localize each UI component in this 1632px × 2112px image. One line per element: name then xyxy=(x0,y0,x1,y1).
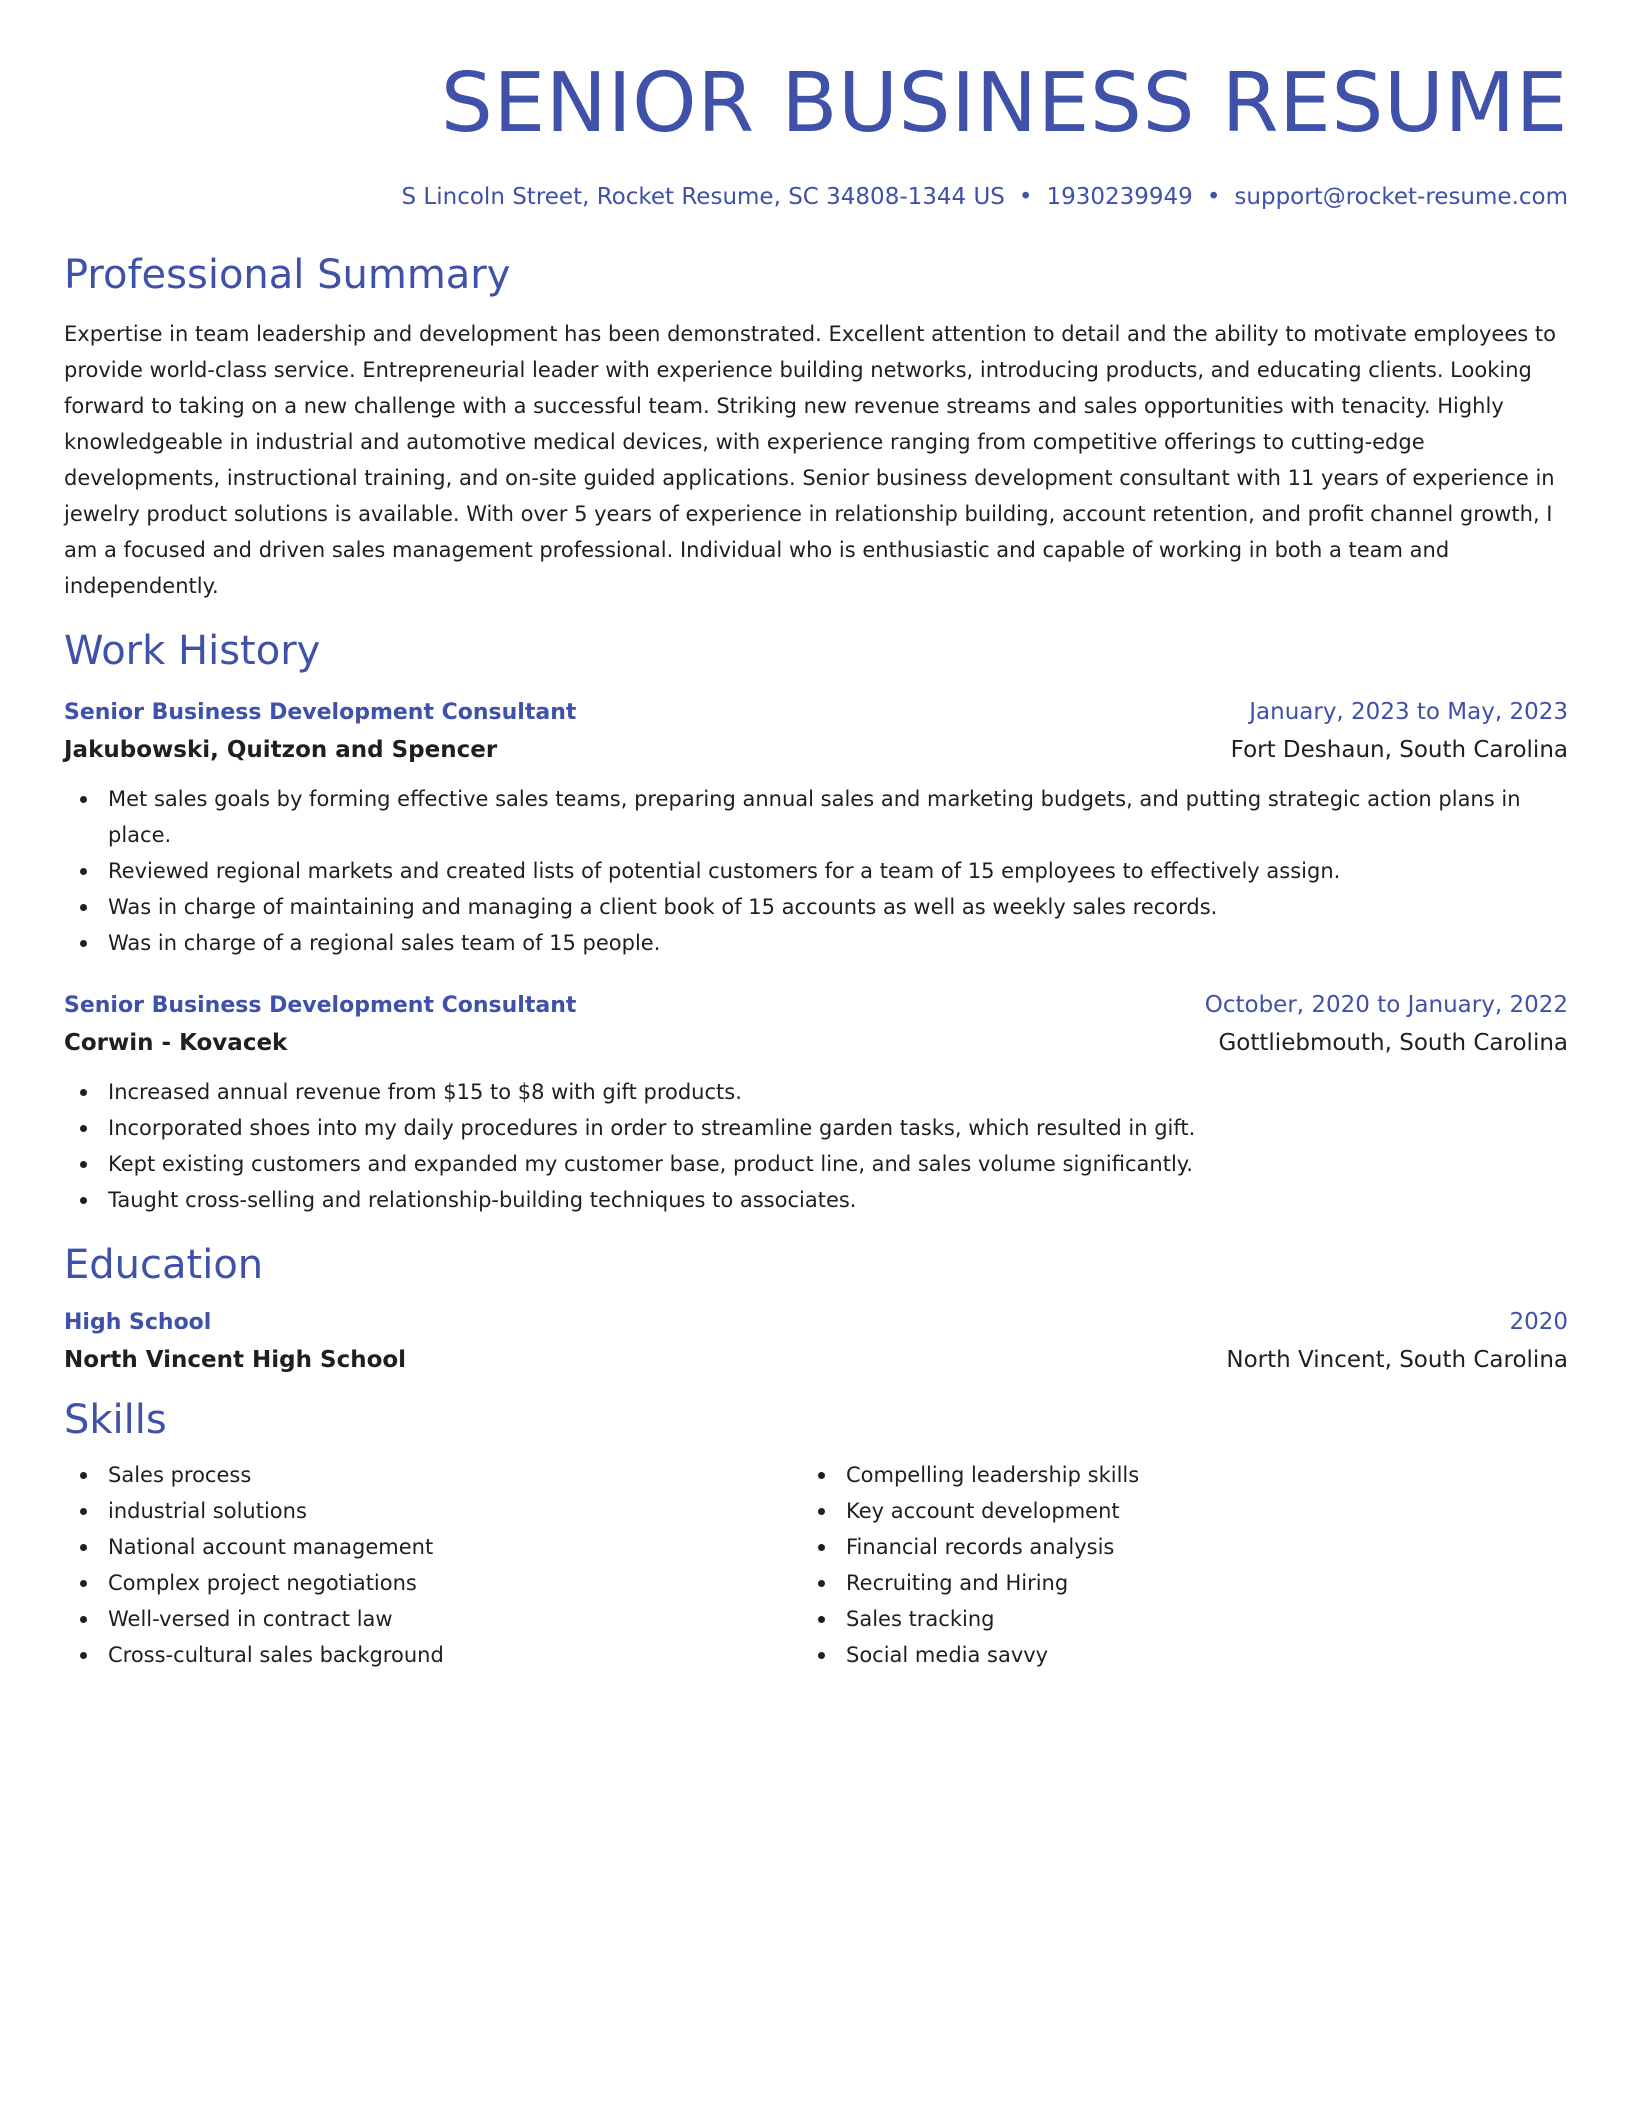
job-bullets xyxy=(64,781,1568,961)
job-company-row xyxy=(64,731,1568,769)
job-company: Jakubowski, Quitzon and Spencer xyxy=(64,737,498,763)
job-bullet: Was in charge of a regional sales team of 15 people. xyxy=(64,925,1568,961)
job-bullet: Met sales goals by forming effective sales teams, preparing annual sales and marketing budgets, and putting strategic action plans in place. xyxy=(64,781,1568,853)
skill-item: Sales process xyxy=(64,1457,802,1493)
job-location: Gottliebmouth, South Carolina xyxy=(1218,1030,1568,1056)
job-entry xyxy=(64,987,1568,1218)
job-bullet: Kept existing customers and expanded my customer base, product line, and sales volume significantly. xyxy=(64,1146,1568,1182)
skill-item: Complex project negotiations xyxy=(64,1565,802,1601)
skill-item: Recruiting and Hiring xyxy=(802,1565,1540,1601)
summary-text: Expertise in team leadership and development has been demonstrated. Excellent attention to detail and the ability to motivate employees to provide world-class service. Entrepreneurial leader with experience building networks, introducing products, and educating clients. Looking forward to taking on a new challenge with a successful team. Striking new revenue streams and sales opportunities with tenacity. Highly knowledgeable in industrial and automotive medical devices, with experience ranging from competitive offerings to cutting-edge developments, instructional training, and on-site guided applications. Senior business development consultant with 11 years of experience in jewelry product solutions is available. With over 5 years of experience in relationship building, account retention, and profit channel growth, I am a focused and driven sales management professional. Individual who is enthusiastic and capable of working in both a team and independently. xyxy=(64,322,1556,598)
education-location: North Vincent, South Carolina xyxy=(1226,1347,1568,1373)
contact-separator: • xyxy=(1206,184,1221,210)
skills-grid xyxy=(64,1457,1568,1673)
job-bullet: Taught cross-selling and relationship-building techniques to associates. xyxy=(64,1182,1568,1218)
job-entry xyxy=(64,694,1568,961)
education-school: North Vincent High School xyxy=(64,1347,407,1373)
education-heading: Education xyxy=(64,1242,264,1288)
job-header-row xyxy=(64,987,1568,1024)
summary-heading: Professional Summary xyxy=(64,252,511,298)
skills-column-left xyxy=(64,1457,802,1673)
education-header-row xyxy=(64,1304,1568,1341)
job-bullet: Reviewed regional markets and created lists of potential customers for a team of 15 employees to effectively assign. xyxy=(64,853,1568,889)
job-dates: October, 2020 to January, 2022 xyxy=(1204,992,1568,1018)
contact-email: support@rocket-resume.com xyxy=(1234,184,1568,210)
education-entry xyxy=(64,1304,1568,1379)
education-degree: High School xyxy=(64,1310,212,1335)
skill-item: Well-versed in contract law xyxy=(64,1601,802,1637)
skills-column-right xyxy=(802,1457,1540,1673)
job-title: Senior Business Development Consultant xyxy=(64,993,577,1018)
resume-title: SENIOR BUSINESS RESUME xyxy=(440,56,1568,151)
job-bullet: Increased annual revenue from $15 to $8 with gift products. xyxy=(64,1074,1568,1110)
job-header-row xyxy=(64,694,1568,731)
skill-item: Sales tracking xyxy=(802,1601,1540,1637)
contact-address: S Lincoln Street, Rocket Resume, SC 34808-1344 US xyxy=(401,184,1005,210)
job-dates: January, 2023 to May, 2023 xyxy=(1249,699,1568,725)
job-company: Corwin - Kovacek xyxy=(64,1030,288,1056)
contact-separator: • xyxy=(1018,184,1033,210)
education-school-row xyxy=(64,1341,1568,1379)
skill-item: Cross-cultural sales background xyxy=(64,1637,802,1673)
skills-heading: Skills xyxy=(64,1397,167,1443)
job-bullet: Was in charge of maintaining and managing a client book of 15 accounts as well as weekly sales records. xyxy=(64,889,1568,925)
contact-line xyxy=(64,182,1568,212)
job-bullets xyxy=(64,1074,1568,1218)
job-bullet: Incorporated shoes into my daily procedures in order to streamline garden tasks, which resulted in gift. xyxy=(64,1110,1568,1146)
skill-item: industrial solutions xyxy=(64,1493,802,1529)
work-history-heading: Work History xyxy=(64,628,321,674)
skill-item: National account management xyxy=(64,1529,802,1565)
job-title: Senior Business Development Consultant xyxy=(64,700,577,725)
skill-item: Compelling leadership skills xyxy=(802,1457,1540,1493)
job-location: Fort Deshaun, South Carolina xyxy=(1230,737,1568,763)
skill-item: Key account development xyxy=(802,1493,1540,1529)
job-company-row xyxy=(64,1024,1568,1062)
skill-item: Financial records analysis xyxy=(802,1529,1540,1565)
education-year: 2020 xyxy=(1509,1309,1568,1335)
contact-phone: 1930239949 xyxy=(1046,184,1193,210)
skill-item: Social media savvy xyxy=(802,1637,1540,1673)
